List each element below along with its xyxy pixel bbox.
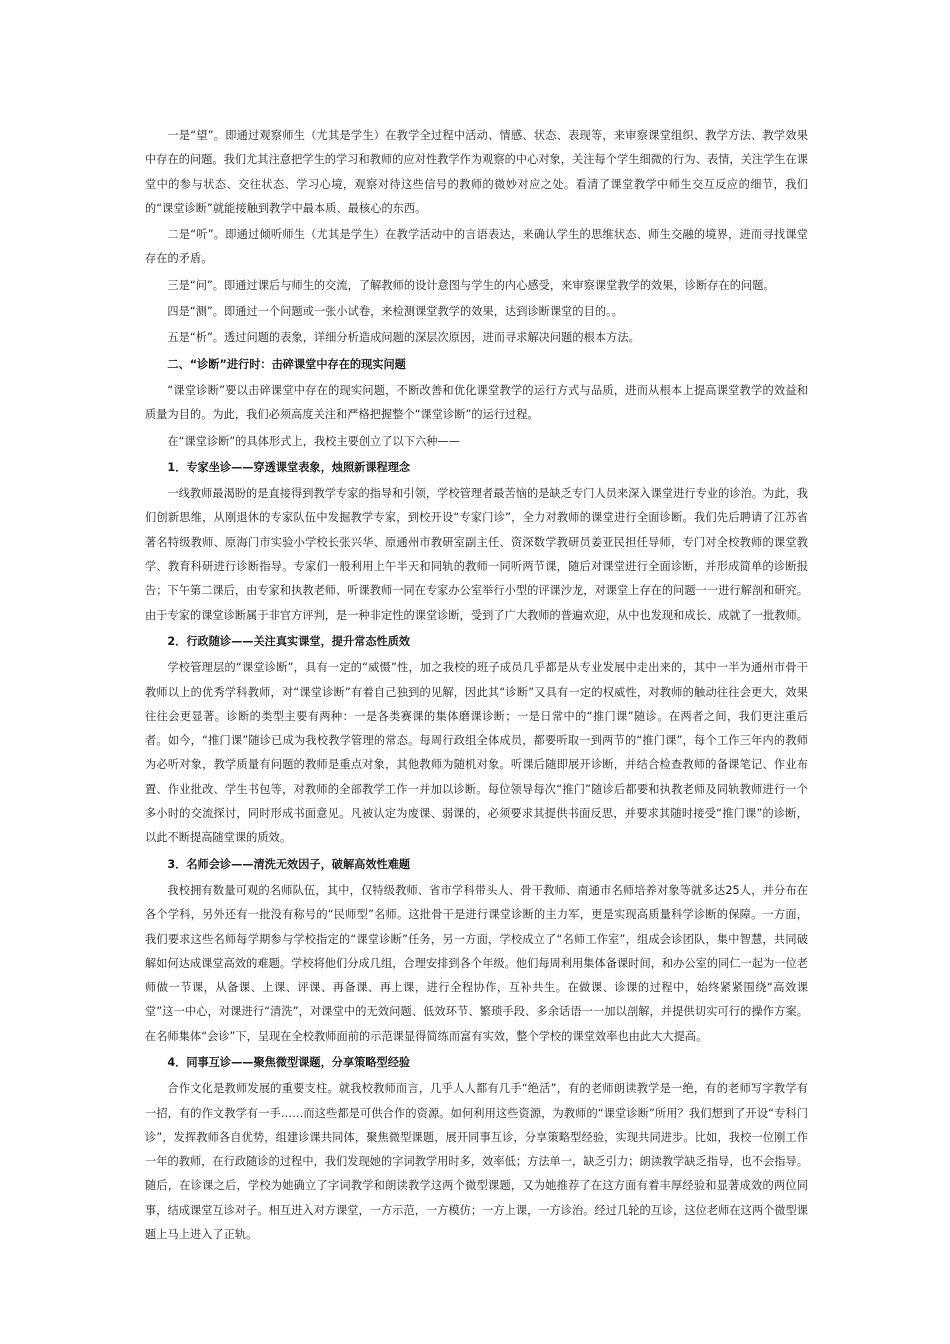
section-heading: 二、“诊断”进行时：击碎课堂中存在的现实问题: [167, 357, 406, 371]
paragraph: 一线教师最渴盼的是直接得到教学专家的指导和引领，学校管理者最苦恼的是缺乏专门人员来深入课堂进行专业的诊治。为此，我们创新思维，从刚退休的专家队伍中发掘教学专家，到校开设“专家门诊”，全力对教师的课堂进行全面诊断。我们先后聘请了江苏省著名特级教师、原海门市实验小学校长张兴华、原通州市教研室副主任、资深数学教研员姜亚民担任导师，专门对全校教师的课堂教学、教育科研进行诊断指导。专家们一般利用上午半天和同轨的教师一同听两节课，随后对课堂进行全面诊断，并形成简单的诊断报告；下午第二课后，由专家和执教老师、听课教师一同在专家办公室举行小型的评课沙龙，对课堂上存在的问题一一进行解剖和研究。由于专家的课堂诊断属于非官方评判，是一种非定性的课堂诊断，受到了广大教师的普遍欢迎，从中也发现和成长、成就了一批教师。: [145, 487, 809, 622]
paragraph: 在“课堂诊断”的具体形式上，我校主要创立了以下六种——: [167, 434, 461, 448]
subsection-heading: 3．名师会诊——清洗无效因子，破解高效性难题: [167, 857, 411, 871]
paragraph: “课堂诊断”要以击碎课堂中存在的现实问题，不断改善和优化课堂教学的运行方式与品质，进而从根本上提高课堂教学的效益和质量为目的。为此，我们必须高度关注和严格把握整个“课堂诊断”的运行过程。: [145, 383, 808, 422]
paragraph: 我校拥有数量可观的名师队伍，其中，仅特级教师、省市学科带头人、骨干教师、南通市名师培养对象等就多达25人，并分布在各个学科，另外还有一批没有称号的“民师型”名师。这批骨干是进行课堂诊断的主力军，更是实现高质量科学诊断的保障。一方面，我们要求这些名师每学期参与学校指定的“课堂诊断”任务，另一方面，学校成立了“名师工作室”，组成会诊团队，集中智慧，共同破解如何达成课堂高效的难题。学校将他们分成几组，合理安排到各个年级。他们每周利用集体备课时间，和办公室的同仁一起为一位老师做一节课，从备课、上课、评课、再备课、再上课，进行全程协作，互补共生。在做课、诊课的过程中，始终紧紧围绕“高效课堂”这一中心，对课进行“清洗”，对课堂中的无效问题、低效环节、繁琐手段、多余话语一一加以剖解，并提供切实可行的操作方案。在名师集体“会诊”下，呈现在全校教师面前的示范课显得简练而富有实效，整个学校的课堂效率也由此大大提高。: [145, 883, 809, 1043]
paragraph: 学校管理层的“课堂诊断”，具有一定的“威慑”性，加之我校的班子成员几乎都是从专业发展中走出来的，其中一半为通州市骨干教师以上的优秀学科教师，对“课堂诊断”有着自己独到的见解，因此其“诊断”又具有一定的权威性，对教师的触动往往会更大，效果往往会更显著。诊断的类型主要有两种：一是各类赛课的集体磨课诊断；一是日常中的“推门课”随诊。在两者之间，我们更注重后者。如今，“推门课”随诊已成为我校教学管理的常态。每周行政组全体成员，都要听取一到两节的“推门课”，每个工作三年内的教师为必听对象，教学质量有问题的教师是重点对象，其他教师为随机对象。听课后随即展开诊断，并结合检查教师的备课笔记、作业布置、作业批改、学生书包等，对教师的全部教学工作一并加以诊断。每位领导每次“推门”随诊后都要和执教老师及同轨教师进行一个多小时的交流探讨，同时形成书面意见。凡被认定为废课、弱课的，必须要求其提供书面反思，并要求其随时接受“推门课”的诊断，以此不断提高随堂课的质效。: [145, 661, 808, 845]
subsection-heading: 2．行政随诊——关注真实课堂，提升常态性质效: [167, 634, 411, 648]
paragraph: 合作文化是教师发展的重要支柱。就我校教师而言，几乎人人都有几手“绝活”，有的老师朗读教学是一绝，有的老师写字教学有一招，有的作文教学有一手……而这些都是可供合作的资源。如何利用这些资源，为教师的“课堂诊断”所用？我们想到了开设“专科门诊”，发挥教师各自优势，组建诊课共同体，聚焦微型课题，展开同事互诊，分享策略型经验，实现共同进步。比如，我校一位刚工作一年的教师，在行政随诊的过程中，我们发现她的字词教学用时多，效率低；方法单一，缺乏引力；朗读教学缺乏指导，也不会指导。随后，在诊课之后，学校为她确立了字词教学和朗读教学这两个微型课题，又为她推荐了在这方面有着丰厚经验和显著成效的两位同事，结成课堂互诊对子。相互进入对方课堂，一方示范，一方模仿；一方上课，一方诊治。经过几轮的互诊，这位老师在这两个微型课题上马上进入了正轨。: [145, 1082, 809, 1242]
paragraph: 四是“测”。即通过一个问题或一张小试卷，来检测课堂教学的效果，达到诊断课堂的目的。。: [167, 305, 623, 319]
paragraph: 二是“听”。即通过倾听师生（尤其是学生）在教学活动中的言语表达，来确认学生的思维状态、师生交融的境界，进而寻找课堂存在的矛盾。: [145, 228, 808, 266]
subsection-heading: 1．专家坐诊——穿透课堂表象，烛照新课程理念: [167, 460, 411, 474]
document-body: [145, 124, 808, 1247]
subsection-heading: 4．同事互诊——聚焦微型课题，分享策略型经验: [167, 1055, 411, 1069]
paragraph: 一是“望”。即通过观察师生（尤其是学生）在教学全过程中活动、情感、状态、表现等，来审察课堂组织、教学方法、教学效果中存在的问题。我们尤其注意把学生的学习和教师的应对性教学作为观察的中心对象，关注每个学生细微的行为、表情，关注学生在课堂中的参与状态、交往状态、学习心境，观察对待这些信号的教师的微妙对应之处。看清了课堂教学中师生交互反应的细节，我们的“课堂诊断”就能接触到教学中最本质、最核心的东西。: [145, 129, 809, 215]
paragraph: 五是“析”。透过问题的表象，详细分析造成问题的深层次原因，进而寻求解决问题的根本方法。: [167, 331, 640, 345]
paragraph: 三是“问”。即通过课后与师生的交流，了解教师的设计意图与学生的内心感受，来审察课堂教学的效果，诊断存在的问题。: [167, 278, 775, 292]
